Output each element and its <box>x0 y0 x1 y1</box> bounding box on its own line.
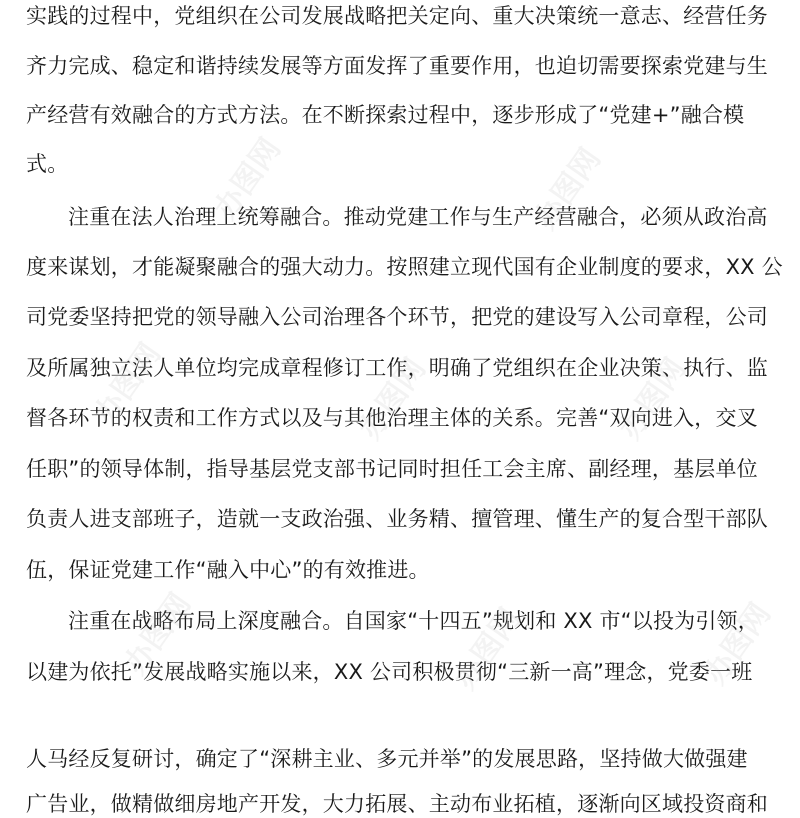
text-line: 产经营有效融合的方式方法。在不断探索过程中，逐步形成了“党建+”融合模 <box>26 103 745 127</box>
text-line: 司党委坚持把党的领导融入公司治理各个环节，把党的建设写入公司章程，公司 <box>26 305 768 329</box>
text-line: 伍，保证党建工作“融入中心”的有效推进。 <box>26 558 430 582</box>
text-line: 及所属独立法人单位均完成章程修订工作，明确了党组织在企业决策、执行、监 <box>26 356 768 380</box>
text-line: 督各环节的权责和工作方式以及与其他治理主体的关系。完善“双向进入，交叉 <box>26 406 758 430</box>
watermark: 办图网 <box>527 142 609 236</box>
watermark: 办图网 <box>352 352 434 446</box>
text-line: 以建为依托”发展战略实施以来，XX 公司积极贯彻“三新一高”理念，党委一班 <box>26 660 753 684</box>
text-line: 实践的过程中，党组织在公司发展战略把关定向、重大决策统一意志、经营任务 <box>26 4 768 28</box>
watermark: 办图网 <box>447 602 529 696</box>
watermark: 办图网 <box>87 337 169 431</box>
watermark: 办图网 <box>117 587 199 681</box>
paragraph-start-line: 注重在战略布局上深度融合。自国家“十四五”规划和 XX 市“以投为引领， <box>68 609 759 633</box>
watermark: 办图网 <box>612 352 694 446</box>
watermark: 办图网 <box>207 132 289 226</box>
text-line: 人马经反复研讨，确定了“深耕主业、多元并举”的发展思路，坚持做大做强建 <box>26 747 748 771</box>
text-line-partial: 广告业，做精做细房地产开发，大力拓展、主动布业拓植，逐渐向区域投资商和 <box>26 792 768 816</box>
text-line: 负责人进支部班子，造就一支政治强、业务精、擅管理、懂生产的复合型干部队 <box>26 507 768 531</box>
text-line: 任职”的领导体制，指导基层党支部书记同时担任工会主席、副经理，基层单位 <box>26 457 758 481</box>
text-line: 度来谋划，才能凝聚融合的强大动力。按照建立现代国有企业制度的要求，XX 公 <box>26 255 783 279</box>
text-line: 式。 <box>26 152 69 176</box>
paragraph-start-line: 注重在法人治理上统筹融合。推动党建工作与生产经营融合，必须从政治高 <box>68 205 768 229</box>
watermark: 办图网 <box>697 597 779 691</box>
text-line: 齐力完成、稳定和谐持续发展等方面发挥了重要作用，也迫切需要探索党建与生 <box>26 54 768 78</box>
